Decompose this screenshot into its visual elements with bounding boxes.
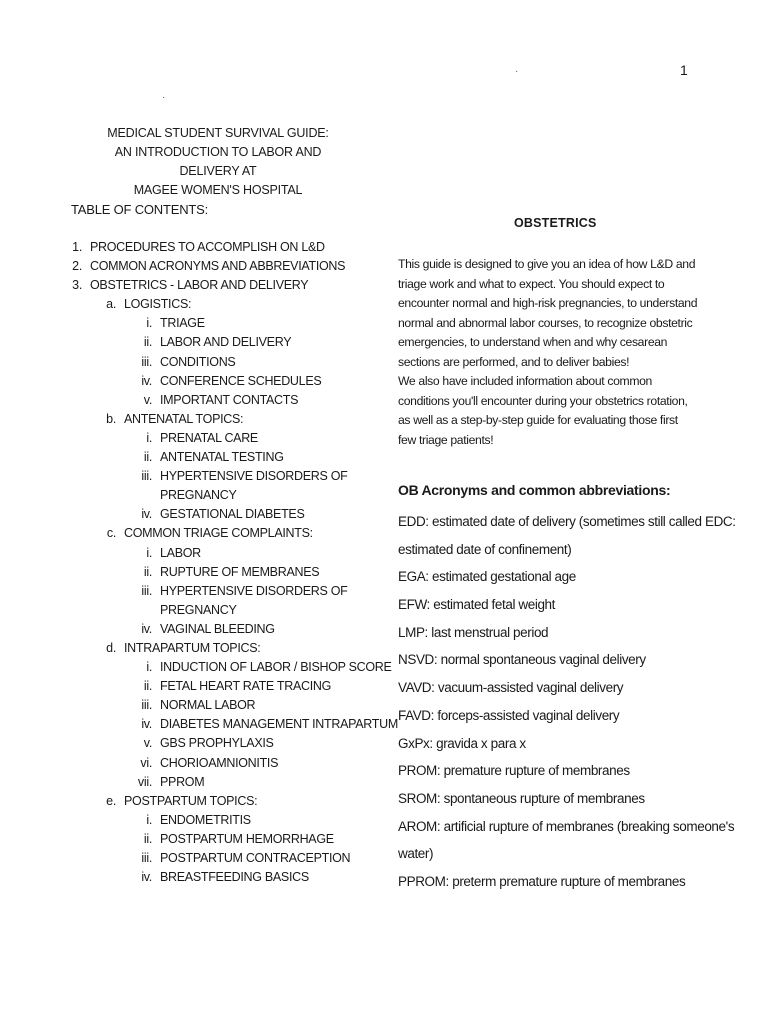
toc-item	[0, 333, 380, 352]
toc-item-number: b.	[106, 411, 116, 426]
toc-item-text: PROCEDURES TO ACCOMPLISH ON L&D	[90, 240, 325, 254]
toc-item	[0, 734, 380, 753]
toc-item-text: CHORIOAMNIONITIS	[160, 755, 279, 770]
toc-item-text: CONFERENCE SCHEDULES	[160, 373, 322, 388]
toc-item-text: COMMON TRIAGE COMPLAINTS:	[124, 526, 313, 541]
title-line-2: AN INTRODUCTION TO LABOR AND DELIVERY AT	[114, 145, 322, 178]
intro-paragraph-2: We also have included information about common conditions you'll encounter during your obstetrics rotation, as well as a step-by-step guide for evaluating those first few triage patients!	[398, 374, 688, 447]
toc-item	[0, 792, 380, 811]
toc-item-number: ii.	[143, 335, 152, 350]
toc-item	[0, 773, 380, 792]
toc-item-text: GESTATIONAL DIABETES	[160, 507, 305, 522]
toc-item	[0, 467, 380, 486]
acronym-line: PROM: premature rupture of membranes	[398, 763, 630, 779]
acronyms-heading: OB Acronyms and common abbreviations:	[398, 482, 671, 498]
acronym-line: AROM: artificial rupture of membranes (breaking someone's	[398, 818, 735, 834]
toc-item-number: iv.	[141, 507, 152, 522]
toc-item-text: INTRAPARTUM TOPICS:	[124, 640, 261, 655]
table-of-contents	[0, 238, 398, 887]
toc-item-number: i.	[146, 430, 152, 445]
acronym-line: GxPx: gravida x para x	[398, 735, 526, 751]
acronym-line: VAVD: vacuum-assisted vaginal delivery	[398, 680, 624, 696]
toc-item-number: vi.	[140, 755, 152, 770]
toc-item	[0, 372, 380, 391]
toc-item	[0, 257, 380, 276]
toc-item	[0, 811, 380, 830]
toc-item	[0, 830, 380, 849]
acronym-line: LMP: last menstrual period	[398, 624, 549, 640]
toc-item	[0, 448, 380, 467]
page-number: 1	[680, 62, 688, 78]
acronym-list	[398, 508, 736, 896]
toc-item-number: iii.	[141, 354, 152, 369]
toc-item	[0, 696, 380, 715]
acronym-line: EFW: estimated fetal weight	[398, 597, 556, 613]
toc-item	[0, 524, 380, 543]
toc-item	[0, 563, 380, 582]
toc-item-number: v.	[143, 392, 152, 407]
toc-item-text: IMPORTANT CONTACTS	[160, 392, 299, 407]
toc-item	[0, 486, 380, 505]
toc-item-number: iii.	[141, 851, 152, 865]
toc-item-text: FETAL HEART RATE TRACING	[160, 679, 332, 694]
toc-item-number: c.	[106, 526, 116, 541]
acronym-line: NSVD: normal spontaneous vaginal delivery	[398, 652, 646, 668]
toc-item-number: ii.	[143, 679, 152, 694]
toc-item-text: COMMON ACRONYMS AND ABBREVIATIONS	[90, 259, 346, 274]
toc-item	[0, 353, 380, 372]
toc-item-text: HYPERTENSIVE DISORDERS OF	[160, 583, 348, 598]
toc-item-text: LABOR	[160, 545, 201, 560]
toc-item-number: iii.	[141, 469, 152, 484]
toc-item	[0, 715, 398, 734]
toc-item-number: d.	[106, 640, 116, 655]
toc-item-text: LABOR AND DELIVERY	[160, 335, 292, 350]
toc-item	[0, 544, 380, 563]
toc-item	[0, 658, 392, 677]
toc-item-number: iii.	[141, 698, 152, 713]
toc-item	[0, 582, 380, 601]
acronym-line: FAVD: forceps-assisted vaginal delivery	[398, 707, 620, 723]
toc-item-text: ANTENATAL TOPICS:	[124, 411, 244, 426]
toc-item-number: ii.	[143, 450, 152, 465]
scan-speck: ·	[515, 66, 519, 77]
toc-item-text: POSTPARTUM CONTRACEPTION	[160, 851, 351, 865]
toc-item	[0, 238, 380, 257]
toc-item-text: ANTENATAL TESTING	[160, 450, 284, 465]
toc-item-number: iv.	[141, 870, 152, 885]
toc-item-number: iv.	[141, 621, 152, 636]
toc-item	[0, 849, 380, 868]
toc-item	[0, 276, 380, 295]
toc-item-text: HYPERTENSIVE DISORDERS OF	[160, 469, 348, 484]
toc-heading: TABLE OF CONTENTS:	[71, 202, 209, 217]
toc-item-text: CONDITIONS	[160, 354, 236, 369]
toc-item-number: ii.	[143, 831, 152, 846]
toc-item-text: NORMAL LABOR	[160, 698, 256, 713]
toc-item-number: e.	[106, 793, 116, 808]
toc-item	[0, 868, 380, 887]
toc-item-text: PREGNANCY	[160, 602, 237, 617]
toc-item-number: iv.	[141, 373, 152, 388]
title-line-3: MAGEE WOMEN'S HOSPITAL	[133, 183, 303, 197]
toc-item-text: TRIAGE	[160, 316, 205, 331]
acronym-line: PPROM: preterm premature rupture of membranes	[398, 873, 686, 889]
toc-item-number: 1.	[72, 240, 82, 254]
title-line-1: MEDICAL STUDENT SURVIVAL GUIDE:	[107, 126, 329, 140]
toc-item	[0, 505, 380, 524]
acronym-line: estimated date of confinement)	[398, 541, 572, 557]
toc-item-number: iii.	[141, 583, 152, 598]
obstetrics-heading: OBSTETRICS	[514, 216, 597, 230]
toc-item-number: 2.	[72, 259, 82, 274]
toc-item-text: LOGISTICS:	[124, 297, 192, 312]
toc-item-number: i.	[146, 812, 152, 827]
toc-item	[0, 639, 380, 658]
toc-item	[0, 391, 380, 410]
acronym-line: EGA: estimated gestational age	[398, 569, 576, 585]
toc-item-text: DIABETES MANAGEMENT INTRAPARTUM	[160, 717, 398, 732]
acronym-line: EDD: estimated date of delivery (sometimes still called EDC:	[398, 514, 736, 529]
toc-item-text: ENDOMETRITIS	[160, 812, 251, 827]
toc-item	[0, 601, 380, 620]
document-title	[88, 124, 348, 200]
toc-item	[0, 295, 380, 314]
toc-item-text: POSTPARTUM HEMORRHAGE	[160, 831, 334, 846]
toc-item	[0, 620, 380, 639]
toc-item	[0, 754, 380, 773]
toc-item-text: OBSTETRICS - LABOR AND DELIVERY	[90, 278, 309, 293]
toc-item-text: GBS PROPHYLAXIS	[160, 736, 274, 751]
acronym-line: SROM: spontaneous rupture of membranes	[398, 790, 645, 806]
toc-item	[0, 410, 380, 429]
intro-paragraph-1: This guide is designed to give you an idea of how L&D and triage work and what to expect. You should expect to encounter normal and high-risk pregnancies, to understand normal and abnormal labor courses, to recognize obstetric emergencies, to understand when and why cesarean sections are performed, and to deliver babies!	[398, 257, 698, 369]
toc-item-number: i.	[146, 545, 152, 560]
toc-item-number: a.	[106, 297, 116, 312]
toc-item-number: iv.	[141, 717, 152, 732]
toc-item-text: PRENATAL CARE	[160, 430, 258, 445]
toc-item-number: v.	[143, 736, 152, 751]
toc-item-text: POSTPARTUM TOPICS:	[124, 793, 258, 808]
toc-item-number: ii.	[143, 564, 152, 579]
toc-item-text: RUPTURE OF MEMBRANES	[160, 564, 320, 579]
toc-item-number: vii.	[137, 774, 152, 789]
toc-item-text: PREGNANCY	[160, 488, 237, 503]
acronym-line: water)	[398, 846, 434, 862]
scan-speck: ·	[162, 92, 166, 103]
toc-item	[0, 314, 380, 333]
toc-item-text: VAGINAL BLEEDING	[160, 621, 275, 636]
toc-item-number: i.	[146, 660, 152, 675]
toc-item-text: PPROM	[160, 774, 205, 789]
toc-item-text: INDUCTION OF LABOR / BISHOP SCORE	[160, 660, 392, 675]
toc-item	[0, 677, 380, 696]
toc-item-text: BREASTFEEDING BASICS	[160, 870, 309, 885]
toc-item-number: 3.	[72, 278, 82, 293]
toc-item	[0, 429, 380, 448]
toc-item-number: i.	[146, 316, 152, 331]
